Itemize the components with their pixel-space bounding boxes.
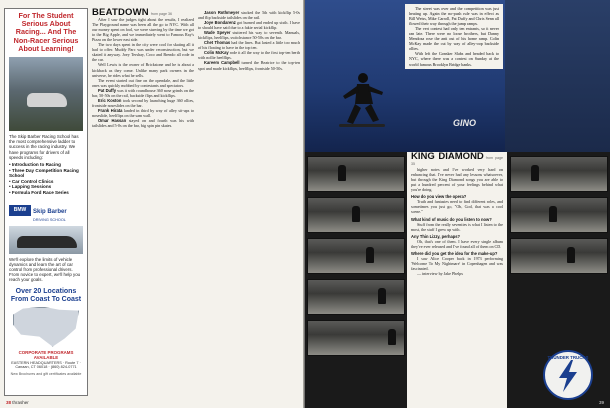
article-text: took second by launching huge 360 ollies, frontside noseslides on the bar. [92,97,195,108]
bmw-logo-mark: BMW [9,205,31,216]
sequence-photo [510,238,608,274]
hero-text-block [405,4,503,69]
left-folio [6,400,29,405]
photo-sequence-right [510,156,608,279]
bmw-car-photo [9,226,83,254]
ad-program-item: • Car Control Clinics [9,178,54,184]
skip-barber-wordmark: Skip Barber [33,208,67,215]
skater-name: Joye Bondarenz [204,20,236,26]
skater-silhouette [549,206,557,222]
interview-answer: Oh, that's one of them. I have every single album they've ever released and I've found all of them on CD. [411,238,503,249]
article-paragraph [198,20,300,30]
interview-answer: I saw Alice Cooper back in 1973 performing 'Welcome To My Nightmare' in Copenhagen and was fascinated. [411,255,503,271]
article-paragraph [198,30,300,40]
skater-silhouette [352,206,360,222]
interview-question: How do you view the opera? [411,194,467,200]
article-text: landed in third by way of alley sit-ups to noseslide, heelflips on the sam wall. [92,107,194,118]
article-text: stayed on and fourth was his with tailslides and 5-0s on the bar, big spin pin skates. [92,117,194,129]
skip-barber-ad[interactable] [4,8,88,396]
skater-silhouette [531,165,539,181]
ad-locations-headline: Over 20 Locations From Coast To Coast [10,287,82,303]
ad-program-item: • Formula Ford Race Series [9,190,69,195]
article-paragraph: With left the Gonsker Slabs and headed back to NYC, where there was a contest on Sunday at the world famous Brooklyn Bridge banks. [409,51,499,67]
article-paragraph: Well Lewis is the owner of Brickstone and he is about a kickback as they come. Unlike many park owners in the universe, he rides what he sells. [92,62,194,78]
continued-from: from page 36 [150,12,173,16]
article-text: stacked the 5th with kickflip 5-0s and flip backside tailslides on the rail. [198,10,300,21]
article-paragraph [198,10,300,20]
page-number: 38 [6,400,12,405]
article-text: turned the Beatrice to the top-ten spot and made kickflips, heelflips, frontside 50-50s. [198,60,300,71]
driving-school-label: DRIVING SCHOOL [33,217,66,222]
skater-silhouette [388,329,396,345]
article-text: had the lines. But lasted a little too much of his floating to have in the top ten. [198,40,300,51]
hero-photo [305,0,610,152]
article-paragraph [198,50,300,60]
sequence-photo [307,238,405,274]
photo-sequence-left [307,156,405,361]
skater-name: Kareem Campbell [204,60,240,66]
article-title: BEATDOWN [92,7,149,18]
skater-silhouette [338,165,346,181]
article-paragraph: higher notes and I've worked very hard on enhancing that. I've never had any lessons whatsoever, but through the King Diamond songs you are able to put a hundred percent of your feelings behind what you're doing. [411,167,503,193]
ad-program-item: • Introduction to Racing [9,162,61,168]
skater-name: Chet Thomas [204,40,231,46]
interviewer-credit: — interview by Jake Phelps [417,270,463,276]
skater-silhouette [378,288,386,304]
skater-name: Eric Koston [98,97,122,103]
interview-answer: Stuff from the really seventies is what I listen to the most, the stuff I grew up with. [411,221,503,232]
badge-label: THUNDER TRUCKS [547,355,589,360]
usa-map-icon [13,307,79,347]
sequence-photo [307,320,405,356]
article-paragraph: After I saw the judges tight about the results, I realized The Playground name was been all the go to NYC. With all our money spent on fool, we were starving by the time we got to the Big Apple, and we immediately went to Famous Ray's Pizza on the lower east side. [92,17,194,43]
thunder-trucks-badge [543,350,593,400]
ad-program-item: • Lapping Sessions [9,184,52,190]
article-paragraph [198,60,300,70]
corporate-programs-label: CORPORATE PROGRAMS AVAILABLE [18,349,74,360]
hero-caption: GINO [453,118,477,128]
interview-question: Where did you get the idea for the make-up? [411,250,498,256]
race-car-shape [27,93,67,107]
continued-from: from page 35 [411,156,503,167]
ad-headline: For The Student Serious About Racing... And The Non-Racer Serious About Learning! [13,11,79,53]
skater-silhouette [366,247,374,263]
ad-body-text: The Skip Barber Racing School has the most comprehensive ladder to success in the racing industry. We have programs for drivers of all speeds including: [9,134,79,160]
article-text: got burned and ended up sixth. I have to should have said due to a fakie serial kickflip. [198,20,300,31]
skater-silhouette [567,247,575,263]
ad-program-list [9,162,83,196]
article-text: stuttered his way to seventh. Manuals, kickflips, heelflips, switchstance 50-50s on the bar. [198,30,300,41]
race-car-photo [9,57,83,131]
article-paragraph: The vert contest had only ten entrants, so it never ran late. There were no loose brothers, but Danny Mendoza rose the anti out of his home ramp. Colin McKay made the cut by way of alley-oop backside ollies. [409,26,499,52]
skater-name: Omar Hassan [98,117,127,123]
ad-footnote: New Brochures and gift certificates available [10,371,82,376]
article-paragraph [92,98,194,108]
interview-question: Any Thin Lizzy, perhaps? [411,233,461,239]
sequence-photo [307,197,405,233]
article-paragraph [92,88,194,98]
interview-answer: Truth and fantasies need to find different roles, and sometimes you just go, "Oh, God, that was a cool scene." [411,199,503,215]
interview-question: What kind of music do you listen to now? [411,216,492,222]
article-paragraph [92,118,194,128]
skater-name: Colin McKay [204,50,229,56]
kd-article-title: KING DIAMOND [411,151,484,162]
ad-contact-info: EASTERN HEADQUARTERS · Route 7 · Canaan, CT 06018 · (860) 824-0771 [11,360,81,370]
sequence-photo [307,279,405,315]
right-page [305,0,610,408]
bmw-car-shape [17,236,77,248]
article-paragraph [92,108,194,118]
article-paragraph [198,40,300,50]
article-paragraph: The event started out fine on the opendale, and the little ones was quickly mobbed by contestants and spectators. [92,77,194,88]
ad-program-item: • Three Day Competition Racing School [9,167,79,179]
skater-figure-icon [333,70,389,130]
skater-name: Frank Hirata [98,107,123,113]
right-folio: 39 [598,400,604,405]
article-paragraph: The street was over and the competition was just heating up. Again the no-push rule was in effect as Bill Weiss, Mike Carroll, Pat Duffy and Chris Senn all flowed their way through the jump ramps. [409,6,499,27]
skater-name: Pat Duffy [98,87,117,93]
skater-name: Wade Speyer [204,30,231,36]
bmw-skip-barber-logo [9,200,83,222]
article-text: was it with roundhouse 360 nose grinds on the bar, 50-50s on the rail, backside flips and kickflips. [92,87,195,98]
article-text: rode it all the way to the first top-ten berth with nollie heelflips. [198,50,300,61]
article-column-2 [198,10,300,71]
sequence-photo [510,197,608,233]
article-paragraph: The two days spent in the city were cool for skating all it had to offer. Muddy Parc was under reconstruction, but we skated it anyway. Joey Tershay, Coco and Brendo all rode in the car. [92,42,194,63]
sequence-photo [510,156,608,192]
skater-name: Jason Rothmeyer [204,10,240,15]
sequence-photo [307,156,405,192]
article-column-1 [92,7,195,129]
king-diamond-article [407,152,507,408]
magazine-name: thrasher [12,400,29,405]
ad-body-text-2: We'll explore the limits of vehicle dynamics and learn the art of car control from professional drivers. From novice to expert, we'll help you reach your goals. [9,256,81,283]
hero-wall [505,0,610,152]
